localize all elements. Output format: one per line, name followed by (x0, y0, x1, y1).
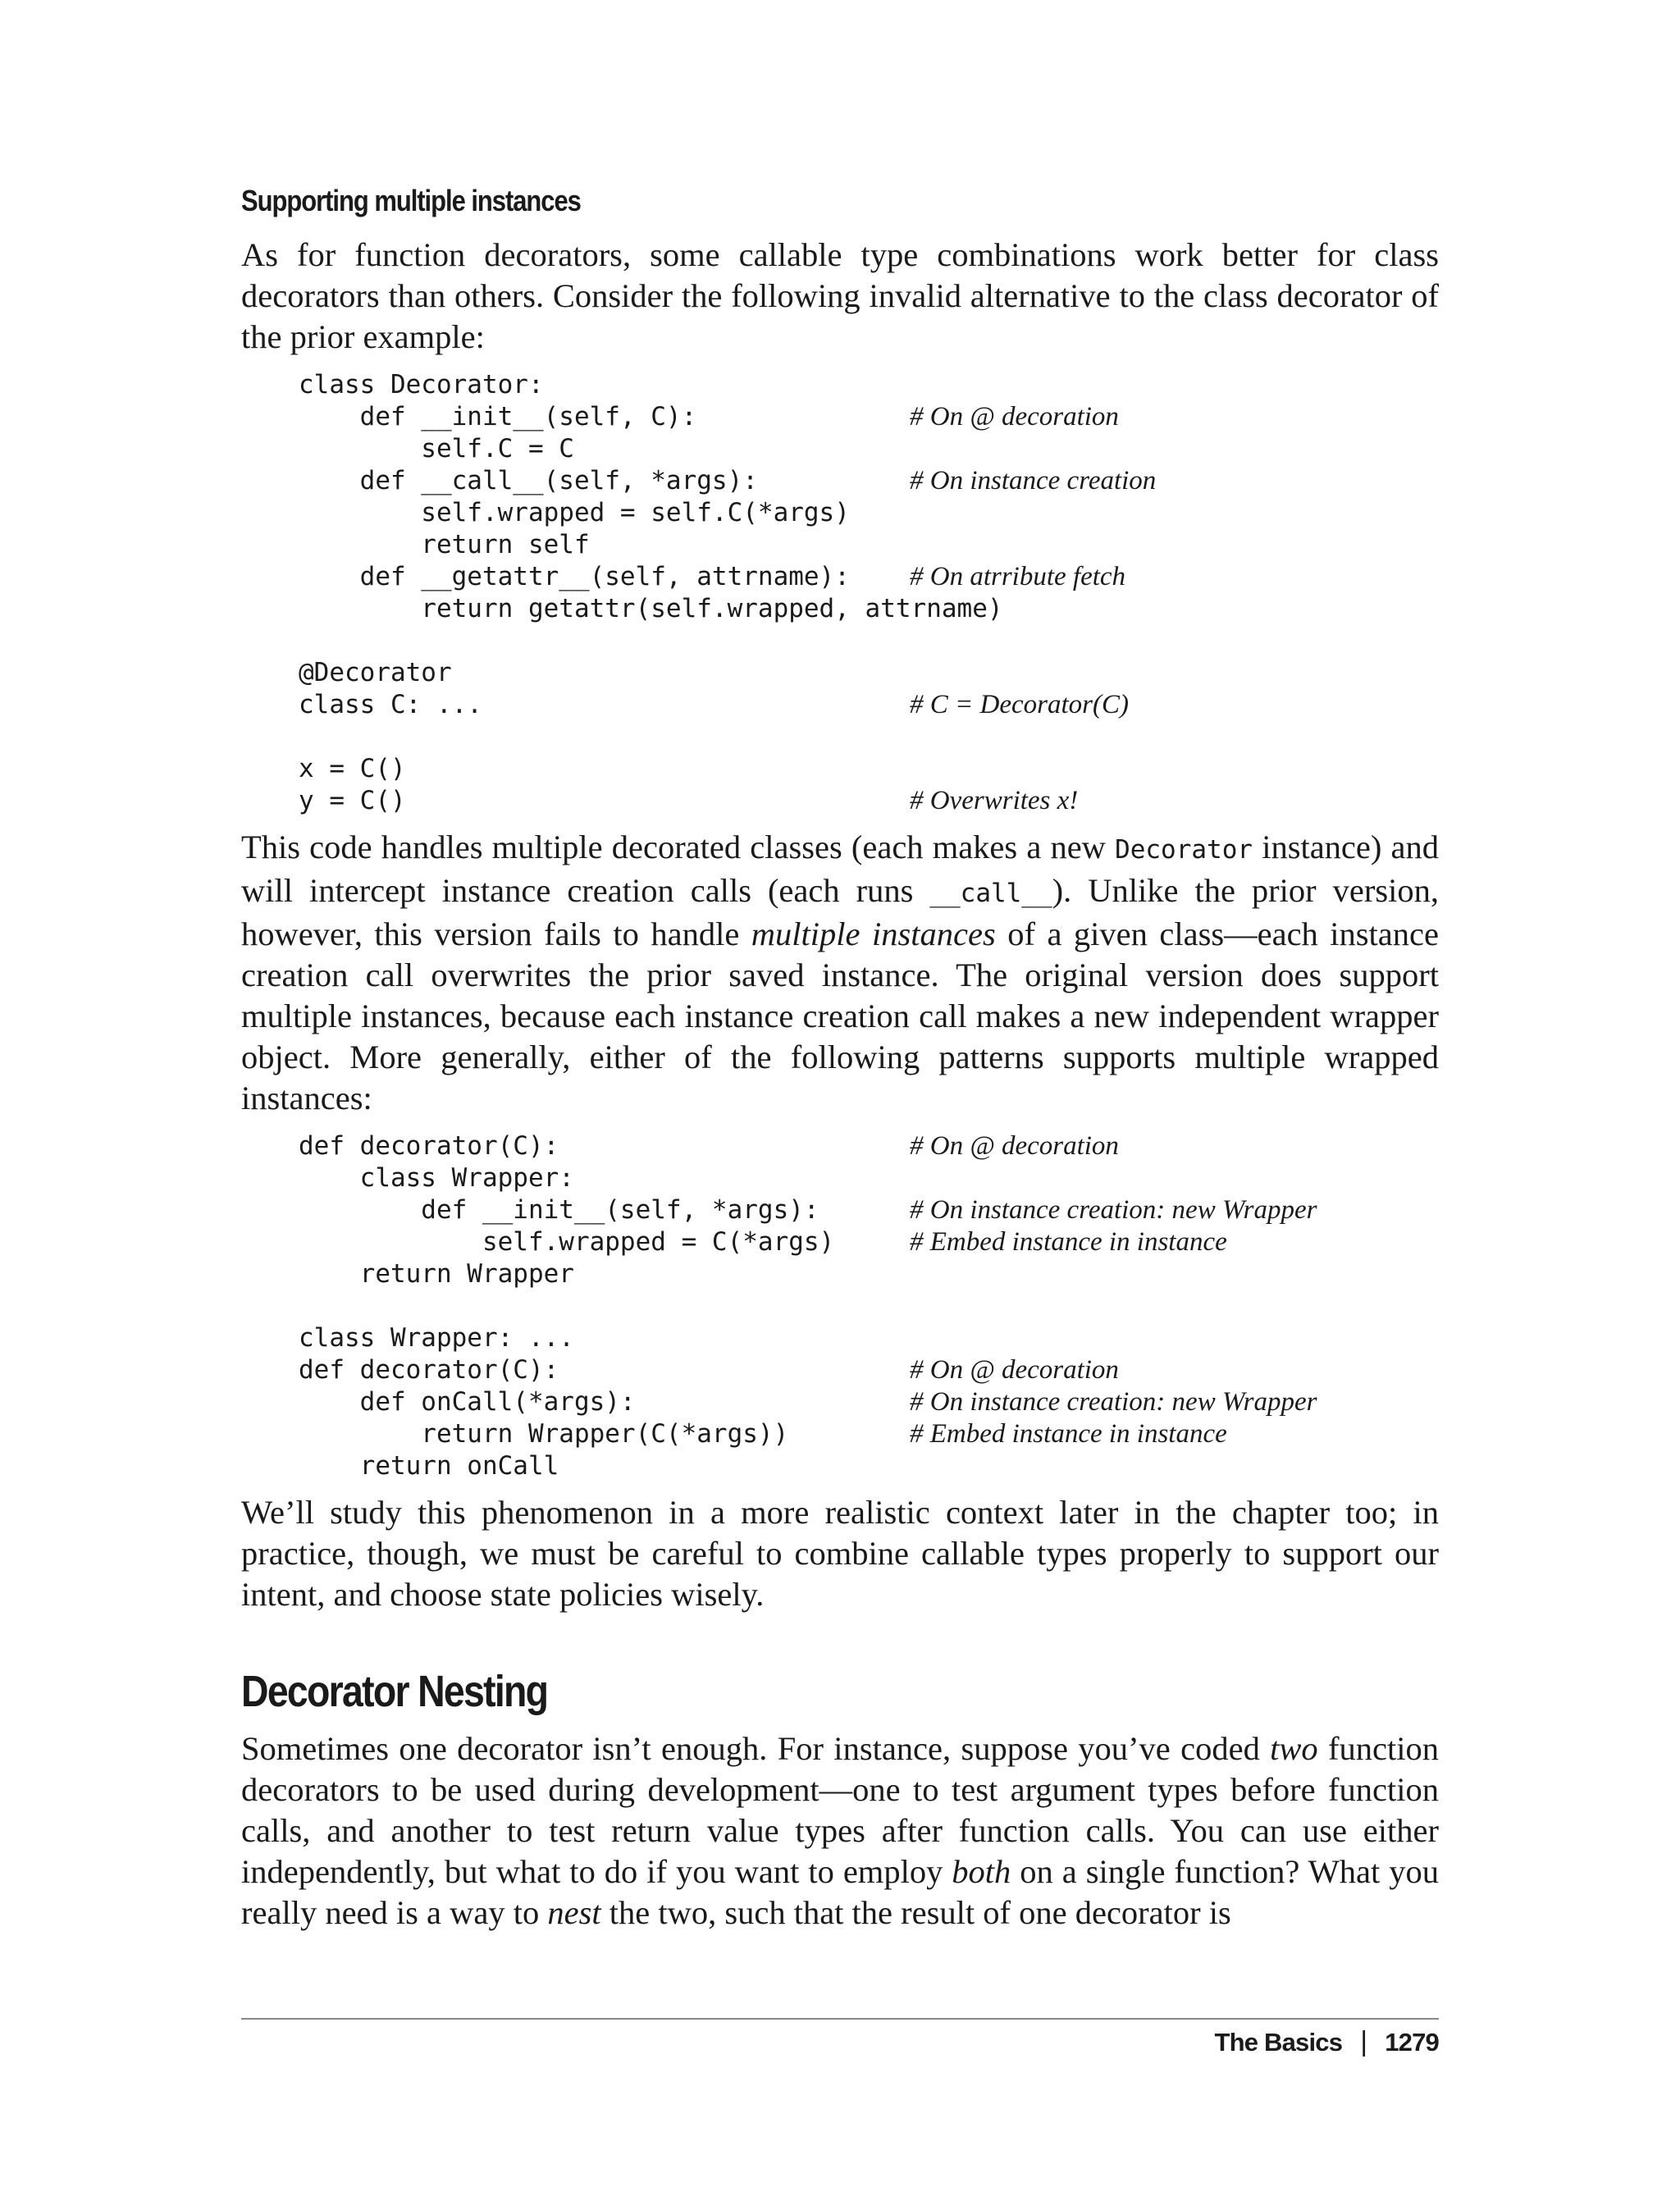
code-line (299, 1418, 1439, 1450)
code-block-patterns (299, 1130, 1439, 1482)
code-comment: # On instance creation: new Wrapper (910, 1195, 1317, 1225)
code-text: class Wrapper: ... (299, 1323, 574, 1353)
section-heading: Decorator Nesting (241, 1667, 548, 1716)
code-text: x = C() (299, 754, 406, 783)
code-line (299, 1290, 1439, 1322)
footer-separator: | (1360, 2026, 1367, 2057)
code-text: self.wrapped = C(*args) (299, 1227, 835, 1257)
emphasis-both: both (952, 1853, 1011, 1890)
code-line (299, 1226, 1439, 1258)
code-text: return Wrapper(C(*args)) (299, 1419, 789, 1449)
emphasis-multiple-instances: multiple instances (751, 915, 996, 952)
code-line (299, 1194, 1439, 1226)
code-comment: # C = Decorator(C) (910, 690, 1129, 719)
code-line (299, 369, 1439, 401)
code-text: self.wrapped = self.C(*args) (299, 498, 850, 527)
code-line (299, 497, 1439, 529)
code-comment: # On @ decoration (910, 1355, 1119, 1385)
code-comment: # On instance creation (910, 466, 1157, 495)
footer-divider (241, 2018, 1439, 2020)
subsection-heading: Supporting multiple instances (241, 184, 581, 217)
code-text (299, 721, 910, 753)
page-content (241, 164, 1439, 1933)
code-text (299, 1290, 910, 1322)
code-line (299, 401, 1439, 433)
code-comment: # Embed instance in instance (910, 1419, 1227, 1449)
code-text: y = C() (299, 786, 406, 815)
code-comment: # On @ decoration (910, 402, 1119, 431)
code-text: self.C = C (299, 434, 574, 463)
code-text: class Decorator: (299, 370, 544, 399)
code-line (299, 561, 1439, 593)
code-line (299, 1450, 1439, 1482)
code-line (299, 1354, 1439, 1386)
paragraph-intro: As for function decorators, some callable type combinations work better for class decorators than others. Consider the following invalid alternative to the class decorator of the prior example: (241, 236, 1439, 355)
code-line (299, 465, 1439, 497)
code-line (299, 689, 1439, 721)
code-text: def __getattr__(self, attrname): (299, 562, 850, 591)
code-line (299, 721, 1439, 753)
paragraph-phenomenon: We’ll study this phenomenon in a more realistic context later in the chapter too; in practice, though, we must be careful to combine callable types properly to support our intent, and choose state policies wisely. (241, 1494, 1439, 1613)
code-comment: # Overwrites x! (910, 786, 1079, 815)
inline-code-call: __call__ (929, 879, 1052, 908)
code-line (299, 529, 1439, 561)
code-line (299, 1322, 1439, 1354)
code-text: def __init__(self, C): (299, 402, 697, 431)
code-text: def onCall(*args): (299, 1387, 636, 1417)
page-number: 1279 (1385, 2027, 1439, 2057)
code-line (299, 1130, 1439, 1162)
code-comment: # On @ decoration (910, 1131, 1119, 1161)
code-text: class C: ... (299, 690, 482, 719)
code-text (299, 625, 910, 657)
code-line (299, 785, 1439, 817)
emphasis-two: two (1270, 1730, 1318, 1767)
code-comment: # On atrribute fetch (910, 562, 1126, 591)
inline-code-decorator: Decorator (1115, 835, 1253, 865)
code-line (299, 753, 1439, 785)
code-text: return self (299, 530, 590, 559)
code-comment: # On instance creation: new Wrapper (910, 1387, 1317, 1417)
code-text: return onCall (299, 1451, 559, 1481)
code-text: class Wrapper: (299, 1163, 574, 1193)
footer-section-title: The Basics (1214, 2027, 1343, 2057)
code-text: def decorator(C): (299, 1131, 559, 1161)
code-line (299, 1258, 1439, 1290)
code-text: return Wrapper (299, 1259, 574, 1289)
paragraph-nesting: Sometimes one decorator isn’t enough. For instance, suppose you’ve coded two function decorators to be used during development—one to test argument types before function calls, and another to test return value types after function calls. You can use either independently, but what to do if you want to employ both on a single function? What you really need is a way to nest the two, such that the result of one decorator is (241, 1730, 1440, 1931)
code-block-invalid-decorator (299, 369, 1439, 817)
code-line (299, 625, 1439, 657)
code-line (299, 593, 1439, 625)
code-line (299, 1386, 1439, 1418)
emphasis-nest: nest (547, 1894, 601, 1931)
page-footer (1214, 2026, 1439, 2058)
code-text: def __init__(self, *args): (299, 1195, 819, 1225)
code-text: def __call__(self, *args): (299, 466, 758, 495)
code-line (299, 657, 1439, 689)
code-text: return getattr(self.wrapped, attrname) (299, 594, 1003, 623)
code-line (299, 1162, 1439, 1194)
paragraph-explanation: This code handles multiple decorated classes (each makes a new Decorator instance) and will intercept instance creation calls (each runs __call__). Unlike the prior version, however, this version fails to handle multiple instances of a given class—each instance creation call overwrites the prior saved instance. The original version does support multiple instances, because each instance creation call makes a new independent wrapper object. More generally, either of the following patterns supports multiple wrapped instances: (241, 829, 1439, 1116)
code-comment: # Embed instance in instance (910, 1227, 1227, 1257)
code-text: def decorator(C): (299, 1355, 559, 1385)
code-text: @Decorator (299, 658, 452, 687)
code-line (299, 433, 1439, 465)
